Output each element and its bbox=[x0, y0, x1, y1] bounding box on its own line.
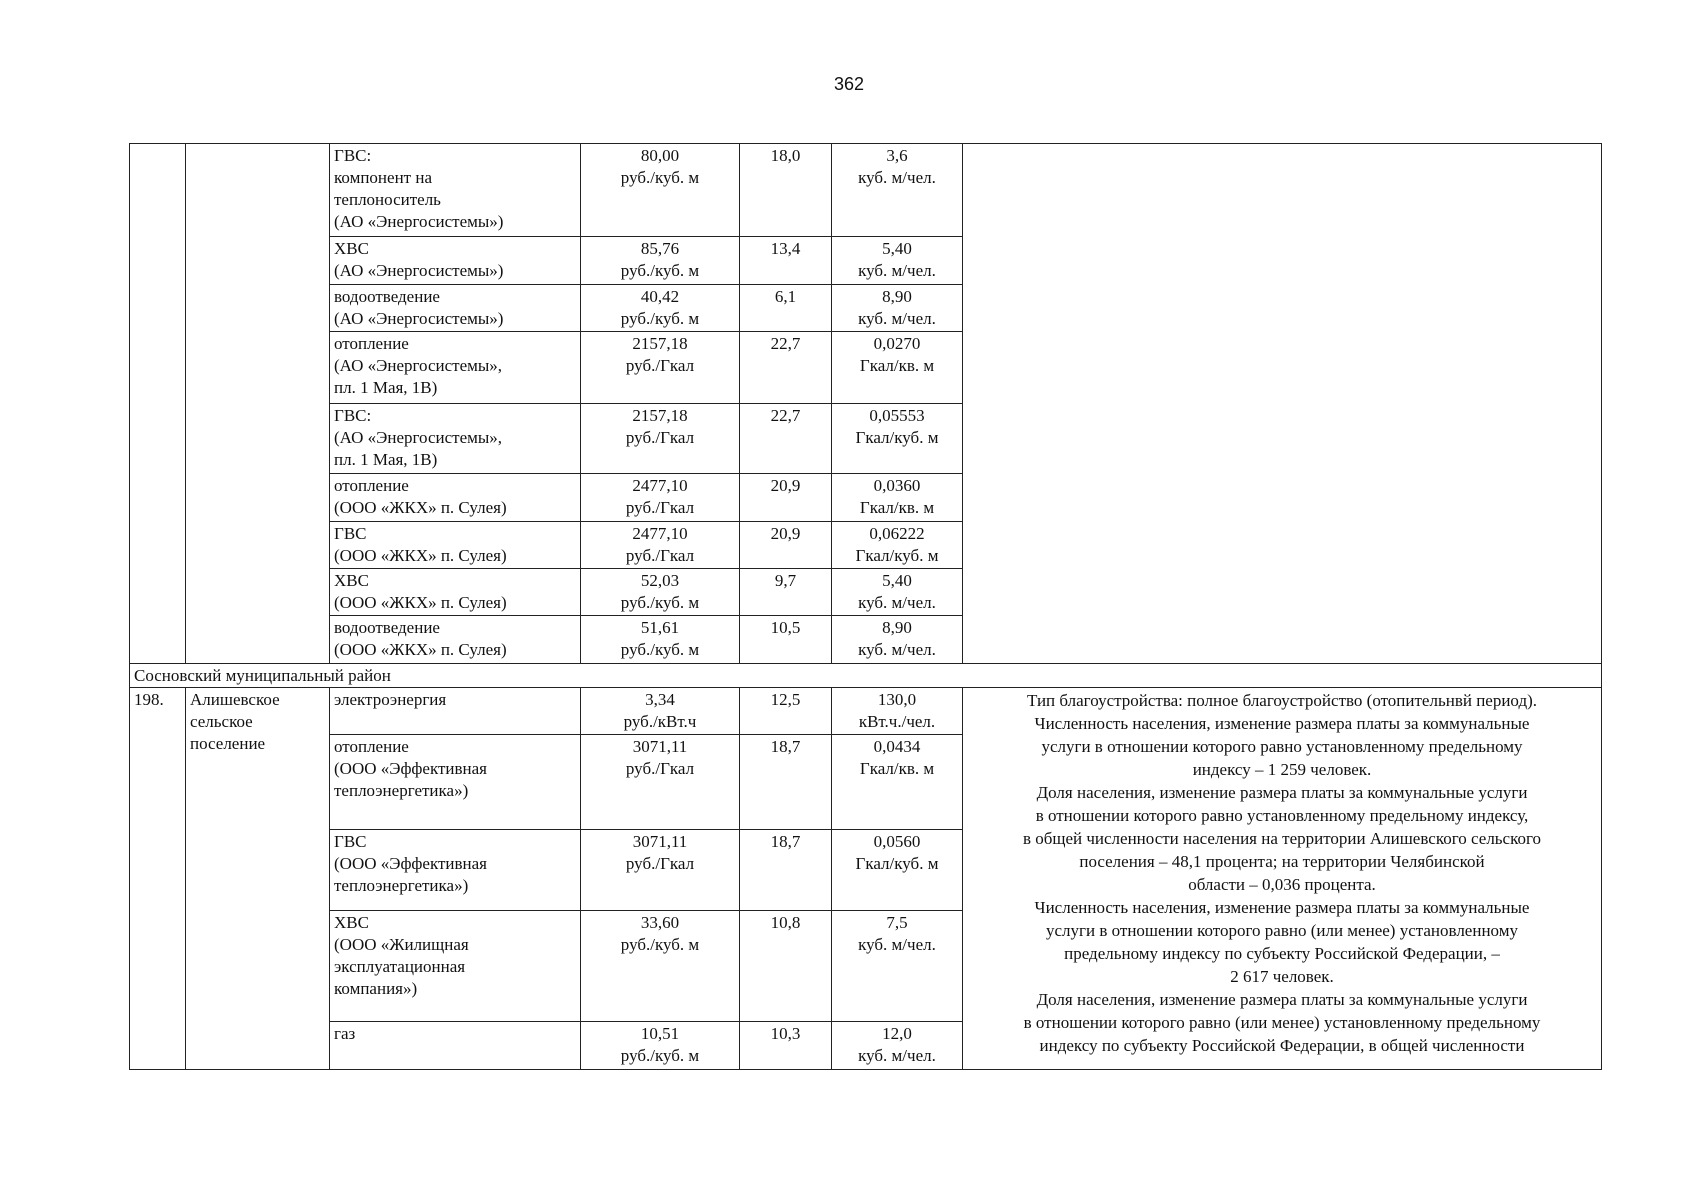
district-name: Сосновский муниципальный район bbox=[130, 664, 1602, 688]
tariff-cell: 2477,10 руб./Гкал bbox=[581, 474, 740, 522]
percent-cell: 22,7 bbox=[740, 332, 832, 404]
norm-cell: 0,0360 Гкал/кв. м bbox=[832, 474, 963, 522]
page-number: 362 bbox=[833, 74, 865, 94]
service-cell: ГВС (ООО «ЖКХ» п. Сулея) bbox=[330, 522, 581, 569]
norm-cell: 8,90 куб. м/чел. bbox=[832, 616, 963, 664]
tariff-cell: 3071,11 руб./Гкал bbox=[581, 735, 740, 830]
table-row bbox=[130, 688, 1602, 735]
service-cell: водоотведение (ООО «ЖКХ» п. Сулея) bbox=[330, 616, 581, 664]
percent-cell: 18,7 bbox=[740, 735, 832, 830]
tariff-cell: 85,76 руб./куб. м bbox=[581, 237, 740, 285]
percent-cell: 6,1 bbox=[740, 285, 832, 332]
percent-cell: 18,7 bbox=[740, 830, 832, 911]
percent-cell: 22,7 bbox=[740, 404, 832, 474]
service-cell: ХВС (АО «Энергосистемы») bbox=[330, 237, 581, 285]
tariff-cell: 3,34 руб./кВт.ч bbox=[581, 688, 740, 735]
percent-cell: 18,0 bbox=[740, 144, 832, 237]
percent-cell: 12,5 bbox=[740, 688, 832, 735]
service-cell: ХВС (ООО «Жилищная эксплуатационная компания») bbox=[330, 911, 581, 1022]
tariff-cell: 2157,18 руб./Гкал bbox=[581, 404, 740, 474]
tariffs-table bbox=[129, 143, 1602, 1070]
note-cell: Тип благоустройства: полное благоустройство (отопительнвй период). Численность населения, изменение размера платы за коммунальные услуги в отношении которого равно установленному предельному индексу – 1 259 человек. Доля населения, изменение размера платы за коммунальные услуги в отношении которого равно установленному предельному индексу, в общей численности населения на территории Алишевского сельского поселения – 48,1 процента; на территории Челябинской области – 0,036 процента. Численность населения, изменение размера платы за коммунальные услуги в отношении которого равно (или менее) установленному предельному индексу по субъекту Российской Федерации, – 2 617 человек. Доля населения, изменение размера платы за коммунальные услуги в отношении которого равно (или менее) установленному предельному индексу по субъекту Российской Федерации, в общей численности bbox=[963, 688, 1602, 1070]
norm-cell: 0,05553 Гкал/куб. м bbox=[832, 404, 963, 474]
percent-cell: 13,4 bbox=[740, 237, 832, 285]
percent-cell: 10,5 bbox=[740, 616, 832, 664]
service-cell: ГВС (ООО «Эффективная теплоэнергетика») bbox=[330, 830, 581, 911]
service-cell: электроэнергия bbox=[330, 688, 581, 735]
tariff-cell: 2477,10 руб./Гкал bbox=[581, 522, 740, 569]
norm-cell: 130,0 кВт.ч./чел. bbox=[832, 688, 963, 735]
percent-cell: 10,3 bbox=[740, 1022, 832, 1070]
settlement-cell: Алишевское сельское поселение bbox=[186, 688, 330, 1070]
norm-cell: 0,0434 Гкал/кв. м bbox=[832, 735, 963, 830]
percent-cell: 20,9 bbox=[740, 474, 832, 522]
service-cell: ХВС (ООО «ЖКХ» п. Сулея) bbox=[330, 569, 581, 616]
note-cell bbox=[963, 144, 1602, 664]
settlement-cell bbox=[186, 144, 330, 664]
row-number-cell bbox=[130, 144, 186, 664]
tariff-cell: 80,00 руб./куб. м bbox=[581, 144, 740, 237]
tariff-cell: 2157,18 руб./Гкал bbox=[581, 332, 740, 404]
norm-cell: 5,40 куб. м/чел. bbox=[832, 569, 963, 616]
service-cell: отопление (АО «Энергосистемы», пл. 1 Мая, 1В) bbox=[330, 332, 581, 404]
percent-cell: 10,8 bbox=[740, 911, 832, 1022]
tariff-cell: 51,61 руб./куб. м bbox=[581, 616, 740, 664]
district-row bbox=[130, 664, 1602, 688]
norm-cell: 7,5 куб. м/чел. bbox=[832, 911, 963, 1022]
service-cell: отопление (ООО «Эффективная теплоэнергетика») bbox=[330, 735, 581, 830]
norm-cell: 0,06222 Гкал/куб. м bbox=[832, 522, 963, 569]
percent-cell: 20,9 bbox=[740, 522, 832, 569]
tariff-cell: 3071,11 руб./Гкал bbox=[581, 830, 740, 911]
row-number-cell: 198. bbox=[130, 688, 186, 1070]
norm-cell: 12,0 куб. м/чел. bbox=[832, 1022, 963, 1070]
norm-cell: 0,0560 Гкал/куб. м bbox=[832, 830, 963, 911]
tariff-cell: 52,03 руб./куб. м bbox=[581, 569, 740, 616]
service-cell: ГВС: (АО «Энергосистемы», пл. 1 Мая, 1В) bbox=[330, 404, 581, 474]
service-cell: газ bbox=[330, 1022, 581, 1070]
service-cell: водоотведение (АО «Энергосистемы») bbox=[330, 285, 581, 332]
service-cell: ГВС: компонент на теплоноситель (АО «Энергосистемы») bbox=[330, 144, 581, 237]
tariff-cell: 40,42 руб./куб. м bbox=[581, 285, 740, 332]
norm-cell: 0,0270 Гкал/кв. м bbox=[832, 332, 963, 404]
norm-cell: 5,40 куб. м/чел. bbox=[832, 237, 963, 285]
service-cell: отопление (ООО «ЖКХ» п. Сулея) bbox=[330, 474, 581, 522]
norm-cell: 3,6 куб. м/чел. bbox=[832, 144, 963, 237]
norm-cell: 8,90 куб. м/чел. bbox=[832, 285, 963, 332]
tariff-cell: 33,60 руб./куб. м bbox=[581, 911, 740, 1022]
percent-cell: 9,7 bbox=[740, 569, 832, 616]
table-row bbox=[130, 144, 1602, 237]
tariff-cell: 10,51 руб./куб. м bbox=[581, 1022, 740, 1070]
